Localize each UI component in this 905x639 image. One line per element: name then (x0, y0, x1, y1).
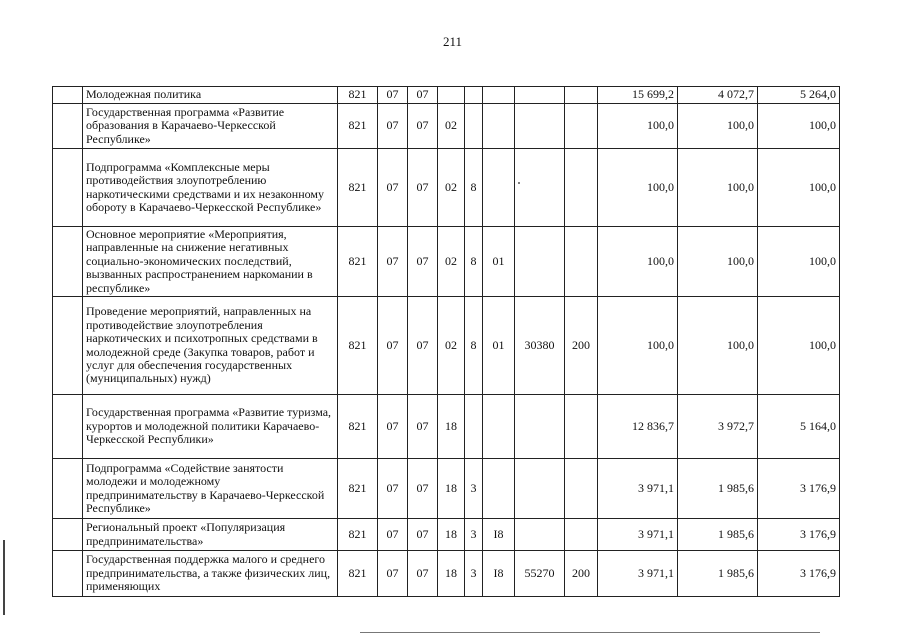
table-row (53, 227, 840, 297)
code-subprogram: 8 (465, 149, 483, 227)
code-section: 07 (378, 104, 408, 149)
code-program: 18 (438, 395, 465, 459)
code-activity (483, 104, 515, 149)
page-number: 211 (442, 34, 463, 49)
amount-year-1: 3 971,1 (598, 551, 678, 597)
table-row (53, 104, 840, 149)
amount-year-3: 100,0 (758, 297, 840, 395)
table-row (53, 459, 840, 519)
code-subsection: 07 (408, 227, 438, 297)
binding-mark (3, 540, 5, 615)
code-section: 07 (378, 149, 408, 227)
code-subprogram: 8 (465, 227, 483, 297)
code-activity: 01 (483, 297, 515, 395)
code-admin: 821 (338, 104, 378, 149)
code-subprogram (465, 104, 483, 149)
amount-year-1: 100,0 (598, 149, 678, 227)
amount-year-2: 1 985,6 (678, 459, 758, 519)
code-admin: 821 (338, 519, 378, 551)
amount-year-3: 100,0 (758, 104, 840, 149)
code-program: 02 (438, 297, 465, 395)
code-activity: I8 (483, 551, 515, 597)
code-direction (515, 519, 565, 551)
code-subsection: 07 (408, 87, 438, 104)
code-direction (515, 87, 565, 104)
amount-year-1: 15 699,2 (598, 87, 678, 104)
code-expense-type: 200 (565, 297, 598, 395)
code-subsection: 07 (408, 149, 438, 227)
index-cell (53, 297, 83, 395)
amount-year-1: 100,0 (598, 227, 678, 297)
amount-year-3: 5 164,0 (758, 395, 840, 459)
table-row (53, 395, 840, 459)
amount-year-1: 100,0 (598, 297, 678, 395)
code-program: 02 (438, 149, 465, 227)
code-admin: 821 (338, 551, 378, 597)
code-admin: 821 (338, 149, 378, 227)
scan-speck (518, 182, 520, 184)
row-name: Подпрограмма «Содействие занятости молодежи и молодежному предпринимательству в Карачаево-Черкесской Республике» (83, 459, 338, 519)
code-expense-type (565, 519, 598, 551)
code-section: 07 (378, 227, 408, 297)
amount-year-1: 3 971,1 (598, 519, 678, 551)
index-cell (53, 87, 83, 104)
code-subprogram: 8 (465, 297, 483, 395)
amount-year-2: 100,0 (678, 297, 758, 395)
code-subprogram: 3 (465, 459, 483, 519)
code-activity: 01 (483, 227, 515, 297)
code-section: 07 (378, 395, 408, 459)
code-subprogram: 3 (465, 519, 483, 551)
code-activity (483, 459, 515, 519)
code-activity (483, 149, 515, 227)
row-name: Проведение мероприятий, направленных на противодействие злоупотребления наркотических и психотропных средствами в молодежной среде (Закупка товаров, работ и услуг для обеспечения государственных (муниципальных) нужд) (83, 297, 338, 395)
amount-year-3: 100,0 (758, 149, 840, 227)
code-subsection: 07 (408, 395, 438, 459)
index-cell (53, 227, 83, 297)
table-row (53, 519, 840, 551)
amount-year-3: 3 176,9 (758, 459, 840, 519)
index-cell (53, 459, 83, 519)
amount-year-3: 3 176,9 (758, 551, 840, 597)
code-subsection: 07 (408, 297, 438, 395)
code-admin: 821 (338, 297, 378, 395)
code-activity: I8 (483, 519, 515, 551)
code-expense-type (565, 459, 598, 519)
code-program (438, 87, 465, 104)
code-subprogram: 3 (465, 551, 483, 597)
code-admin: 821 (338, 395, 378, 459)
code-expense-type (565, 227, 598, 297)
code-subsection: 07 (408, 104, 438, 149)
code-section: 07 (378, 551, 408, 597)
budget-table (52, 86, 840, 597)
code-section: 07 (378, 519, 408, 551)
index-cell (53, 395, 83, 459)
amount-year-2: 100,0 (678, 149, 758, 227)
row-name: Государственная поддержка малого и среднего предпринимательства, а также физических лиц, применяющих (83, 551, 338, 597)
row-name: Государственная программа «Развитие образования в Карачаево-Черкесской Республике» (83, 104, 338, 149)
code-admin: 821 (338, 459, 378, 519)
row-name: Молодежная политика (83, 87, 338, 104)
table-row (53, 297, 840, 395)
amount-year-3: 5 264,0 (758, 87, 840, 104)
code-subprogram (465, 395, 483, 459)
index-cell (53, 551, 83, 597)
code-direction: 30380 (515, 297, 565, 395)
code-activity (483, 87, 515, 104)
code-admin: 821 (338, 87, 378, 104)
amount-year-2: 1 985,6 (678, 551, 758, 597)
amount-year-2: 1 985,6 (678, 519, 758, 551)
index-cell (53, 149, 83, 227)
code-expense-type (565, 149, 598, 227)
row-name: Основное мероприятие «Мероприятия, направленные на снижение негативных социально-экономических последствий, вызванных распространением наркомании в республике» (83, 227, 338, 297)
code-section: 07 (378, 87, 408, 104)
code-program: 18 (438, 551, 465, 597)
amount-year-2: 4 072,7 (678, 87, 758, 104)
code-admin: 821 (338, 227, 378, 297)
code-expense-type: 200 (565, 551, 598, 597)
code-activity (483, 395, 515, 459)
page-bottom-edge (360, 632, 820, 633)
code-subsection: 07 (408, 519, 438, 551)
table-row (53, 87, 840, 104)
code-subsection: 07 (408, 551, 438, 597)
amount-year-3: 3 176,9 (758, 519, 840, 551)
amount-year-2: 3 972,7 (678, 395, 758, 459)
code-direction (515, 459, 565, 519)
code-subsection: 07 (408, 459, 438, 519)
row-name: Государственная программа «Развитие туризма, курортов и молодежной политики Карачаево-Черкесской Республики» (83, 395, 338, 459)
index-cell (53, 104, 83, 149)
code-direction (515, 395, 565, 459)
amount-year-1: 3 971,1 (598, 459, 678, 519)
table-row (53, 551, 840, 597)
code-section: 07 (378, 297, 408, 395)
row-name: Подпрограмма «Комплексные меры противодействия злоупотреблению наркотическими средствами и их незаконному обороту в Карачаево-Черкесской Республике» (83, 149, 338, 227)
row-name: Региональный проект «Популяризация предпринимательства» (83, 519, 338, 551)
code-direction: 55270 (515, 551, 565, 597)
code-expense-type (565, 395, 598, 459)
code-direction (515, 104, 565, 149)
amount-year-2: 100,0 (678, 104, 758, 149)
amount-year-1: 100,0 (598, 104, 678, 149)
amount-year-2: 100,0 (678, 227, 758, 297)
code-program: 02 (438, 104, 465, 149)
code-subprogram (465, 87, 483, 104)
table-row (53, 149, 840, 227)
code-expense-type (565, 104, 598, 149)
code-program: 18 (438, 519, 465, 551)
amount-year-3: 100,0 (758, 227, 840, 297)
code-expense-type (565, 87, 598, 104)
index-cell (53, 519, 83, 551)
code-direction (515, 227, 565, 297)
code-direction (515, 149, 565, 227)
code-program: 18 (438, 459, 465, 519)
code-program: 02 (438, 227, 465, 297)
code-section: 07 (378, 459, 408, 519)
amount-year-1: 12 836,7 (598, 395, 678, 459)
